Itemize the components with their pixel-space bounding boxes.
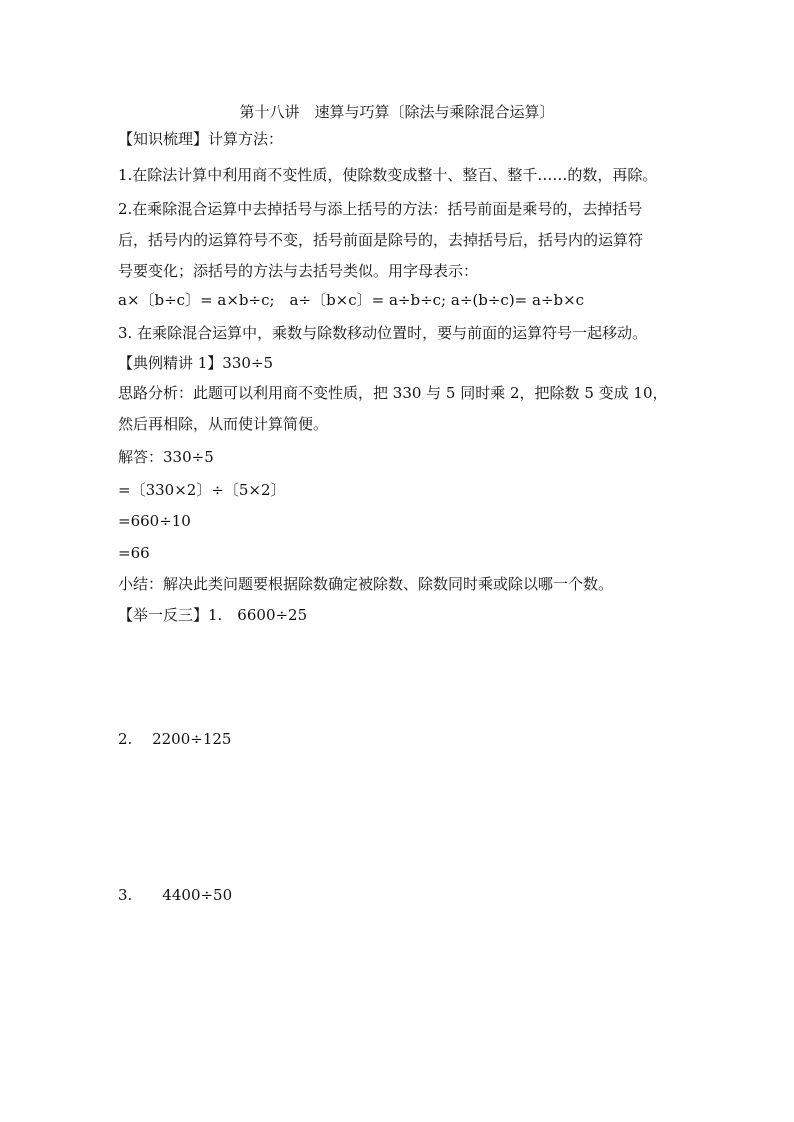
answer-step-1: =〔330×2〕÷〔5×2〕 [118, 481, 286, 499]
answer-step-2: =660÷10 [118, 512, 191, 530]
method-1: 1.在除法计算中利用商不变性质，使除数变成整十、整百、整千……的数，再除。 [118, 166, 658, 184]
answer-line: 解答：330÷5 [118, 448, 214, 466]
analysis-line-1: 思路分析：此题可以利用商不变性质，把 330 与 5 同时乘 2，把除数 5 变成 10， [118, 384, 668, 402]
practice-question-2: 2. 2200÷125 [118, 730, 232, 748]
summary-line: 小结：解决此类问题要根据除数确定被除数、除数同时乘或除以哪一个数。 [118, 575, 614, 593]
method-2-line-3: 号要变化；添括号的方法与去括号类似。用字母表示： [118, 262, 479, 280]
knowledge-heading: 【知识梳理】计算方法： [118, 130, 284, 148]
practice-question-3: 3. 4400÷50 [118, 886, 233, 904]
method-2-line-2: 后，括号内的运算符号不变，括号前面是除号的，去掉括号后，括号内的运算符 [118, 231, 644, 249]
lesson-title: 第十八讲 速算与巧算〔除法与乘除混合运算〕 [239, 103, 555, 121]
method-2-line-1: 2.在乘除混合运算中去掉括号与添上括号的方法：括号前面是乘号的，去掉括号 [118, 200, 643, 218]
formula-line: a×〔b÷c〕= a×b÷c; a÷〔b×c〕= a÷b÷c; a÷(b÷c)= a÷b×c [118, 291, 585, 309]
example-heading: 【典例精讲 1】330÷5 [118, 354, 274, 372]
answer-step-3: =66 [118, 544, 150, 562]
analysis-line-2: 然后再相除，从而使计算简便。 [118, 415, 329, 433]
method-3: 3. 在乘除混合运算中，乘数与除数移动位置时，要与前面的运算符号一起移动。 [118, 324, 648, 342]
practice-question-1: 【举一反三】1. 6600÷25 [118, 606, 308, 624]
